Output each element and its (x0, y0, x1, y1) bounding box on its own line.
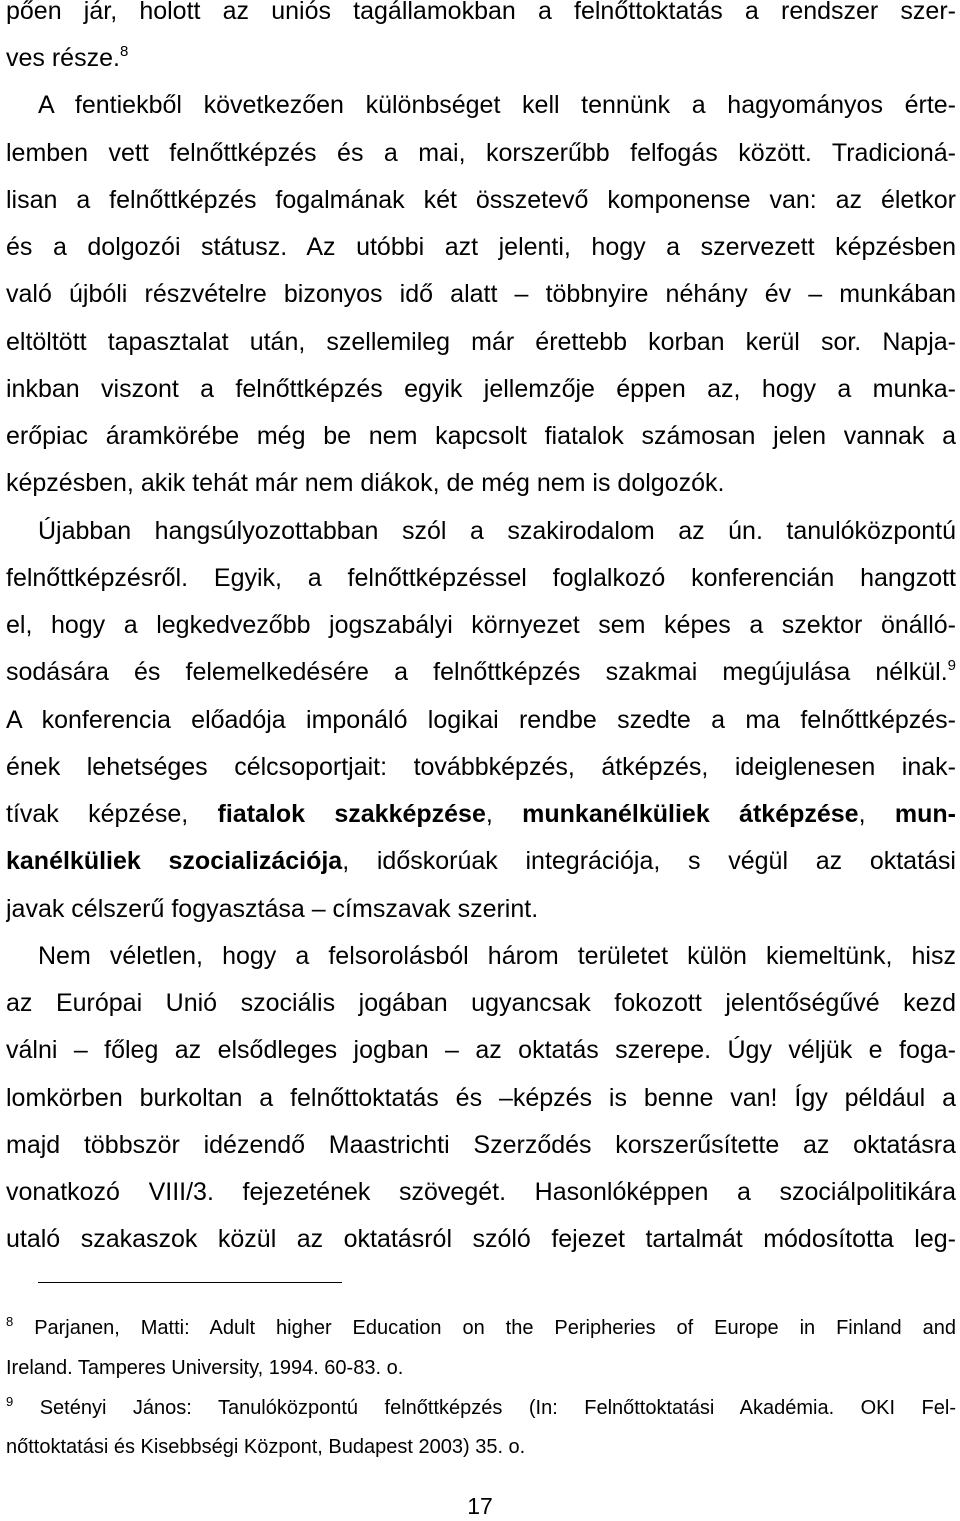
body-line: vonatkozó VIII/3. fejezetének szövegét. Hasonlóképpen a szociálpolitikára (6, 1178, 956, 1206)
footnote-text: Parjanen, Matti: Adult higher Education on the Peripheries of Europe in Finland and (34, 1317, 956, 1339)
footnote-9-continued: nőttoktatási és Kisebbségi Központ, Budapest 2003) 35. o. (6, 1436, 526, 1458)
emphasis-term: mun- (894, 800, 956, 828)
body-line: el, hogy a legkedvezőbb jogszabályi környezet sem képes a szektor önálló- (6, 611, 956, 639)
body-line: Nem véletlen, hogy a felsorolásból három területet külön kiemeltünk, hisz (38, 942, 956, 970)
body-line: Újabban hangsúlyozottabban szól a szakirodalom az ún. tanulóközpontú (38, 517, 956, 545)
footnote-9 (6, 1395, 956, 1421)
body-line: inkban viszont a felnőttképzés egyik jellemzője éppen az, hogy a munka- (6, 375, 956, 403)
body-line: A konferencia előadója imponáló logikai rendbe szedte a ma felnőttképzés- (6, 706, 956, 734)
body-text: ves része. (6, 44, 120, 72)
body-line: lomkörben burkoltan a felnőttoktatás és –képzés is benne van! Így például a (6, 1084, 956, 1112)
body-line: lisan a felnőttképzés fogalmának két összetevő komponense van: az életkor (6, 186, 956, 214)
emphasis-term: kanélküliek szocializációja (6, 847, 343, 875)
body-text: , időskorúak integrációja, s végül az oktatási (342, 847, 956, 875)
body-line (6, 799, 956, 829)
footnote-mark: 9 (6, 1395, 14, 1409)
body-line: ének lehetséges célcsoportjait: továbbképzés, átképzés, ideiglenesen inak- (6, 753, 956, 781)
body-line: és a dolgozói státusz. Az utóbbi azt jelenti, hogy a szervezett képzésben (6, 233, 956, 261)
emphasis-term: munkanélküliek átképzése (522, 800, 859, 828)
footnote-8 (6, 1315, 956, 1341)
body-line (6, 846, 956, 876)
body-line: képzésben, akik tehát már nem diákok, de még nem is dolgozók. (6, 469, 725, 497)
body-line: majd többször idézendő Maastrichti Szerződés korszerűsítette az oktatásra (6, 1131, 956, 1159)
footnote-reference: 8 (119, 43, 129, 60)
body-line: pően jár, holott az uniós tagállamokban a felnőttoktatás a rendszer szer- (6, 0, 956, 25)
footnote-8-continued: Ireland. Tamperes University, 1994. 60-83. o. (6, 1357, 404, 1379)
body-line: felnőttképzésről. Egyik, a felnőttképzéssel foglalkozó konferencián hangzott (6, 564, 956, 592)
body-line: erőpiac áramkörébe még be nem kapcsolt fiatalok számosan jelen vannak a (6, 422, 956, 450)
emphasis-term: fiatalok szakképzése (217, 800, 486, 828)
body-text: sodására és felemelkedésére a felnőttképzés szakmai megújulása nélkül. (6, 658, 948, 686)
body-line: A fentiekből következően különbséget kell tennünk a hagyományos érte- (38, 91, 956, 119)
body-text: tívak képzése, (6, 800, 189, 828)
body-text: , (485, 800, 493, 828)
body-line (6, 43, 956, 73)
body-line: javak célszerű fogyasztása – címszavak szerint. (6, 895, 539, 923)
footnote-reference: 9 (947, 657, 956, 674)
body-line: válni – főleg az elsődleges jogban – az oktatás szerepe. Úgy véljük e foga- (6, 1036, 956, 1064)
body-line: való újbóli részvételre bizonyos idő alatt – többnyire néhány év – munkában (6, 280, 956, 308)
body-line: utaló szakaszok közül az oktatásról szóló fejezet tartalmát módosította leg- (6, 1225, 956, 1253)
page-number: 17 (467, 1493, 493, 1519)
footnote-separator (38, 1282, 342, 1283)
body-line (6, 657, 956, 687)
footnote-mark: 8 (6, 1315, 14, 1329)
footnote-text: Setényi János: Tanulóközpontú felnőttképzés (In: Felnőttoktatási Akadémia. OKI Fel- (39, 1397, 956, 1419)
body-text: , (858, 800, 866, 828)
body-line: eltöltött tapasztalat után, szellemileg már érettebb korban kerül sor. Napja- (6, 328, 956, 356)
body-line: lemben vett felnőttképzés és a mai, korszerűbb felfogás között. Tradicioná- (6, 139, 956, 167)
body-line: az Európai Unió szociális jogában ugyancsak fokozott jelentőségűvé kezd (6, 989, 956, 1017)
